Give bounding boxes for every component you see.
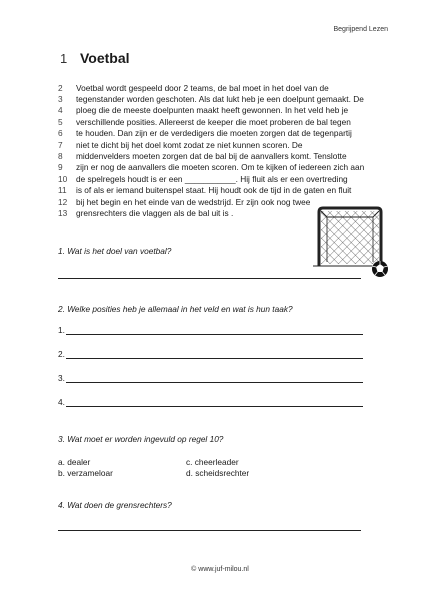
text-line [58,150,393,161]
line-number: 13 [58,207,68,218]
page-title: Voetbal [80,50,130,66]
line-number: 11 [58,185,67,196]
answer-line-q2-1[interactable] [58,325,363,335]
answer-line-q2-3[interactable] [58,373,363,383]
line-text: ploeg die de meeste doelpunten maakt heeft gewonnen. In het veld heb je [76,105,349,116]
text-line [58,116,393,127]
line-text: tegenstander worden geschoten. Als dat lukt heb je een doelpunt gemaakt. De [76,94,364,105]
page-footer: © www.juf-milou.nl [191,566,249,573]
text-line [58,139,393,150]
line-number: 6 [58,128,63,139]
line-text: niet te dicht bij het doel komt zodat ze niet kunnen scoren. De [76,139,303,150]
answer-line-q2-2[interactable] [58,349,363,359]
answer-number: 2. [58,349,65,359]
text-line [58,173,393,184]
text-line [58,128,393,139]
line-number: 4 [58,105,63,116]
option-b[interactable]: b. verzameloar [58,468,113,479]
text-line [58,82,393,93]
reading-text [58,82,393,219]
question-4: 4. Wat doen de grensrechters? [58,500,172,510]
title-line-number: 1 [60,51,68,66]
options-row [58,456,318,468]
line-number: 2 [58,82,63,93]
answer-options [58,456,318,479]
answer-line-q2-4[interactable] [58,397,363,407]
line-text: de spelregels houdt is er een ___________. Hij fluit als er een overtreding [76,173,348,184]
option-d[interactable]: d. scheidsrechter [186,468,250,479]
answer-line-q4[interactable] [58,530,361,531]
line-text: zijn er nog de aanvallers die moeten scoren. Om te kijken of iedereen zich aan [76,162,365,173]
line-text: verschillende posities. Allereerst de keeper die moet proberen de bal tegen [76,116,351,127]
line-text: is of als er iemand buitenspel staat. Hij houdt ook de tijd in de gaten en fluit [76,185,352,196]
line-text: Voetbal wordt gespeeld door 2 teams, de bal moet in het doel van de [76,82,329,93]
line-text: middenvelders moeten zorgen dat de bal bij de aanvallers komt. Tenslotte [76,151,347,162]
soccer-ball-icon [372,261,388,277]
option-a[interactable]: a. dealer [58,456,91,467]
line-text: grensrechters die vlaggen als de bal uit is . [76,207,234,218]
line-number: 10 [58,173,68,184]
question-3: 3. Wat moet er worden ingevuld op regel 10? [58,434,224,444]
text-line [58,105,393,116]
options-row [58,468,318,480]
answer-number: 3. [58,373,65,383]
line-number: 8 [58,151,63,162]
page-header: Begrijpend Lezen [333,26,388,33]
line-number: 7 [58,139,63,150]
title-row [60,50,130,66]
question-2: 2. Welke posities heb je allemaal in het veld en wat is hun taak? [58,304,293,314]
soccer-goal-with-ball-icon [313,204,393,282]
answer-line-q1[interactable] [58,278,361,279]
question-1: 1. Wat is het doel van voetbal? [58,246,172,256]
line-number: 12 [58,196,68,207]
option-c[interactable]: c. cheerleader [186,456,239,467]
text-line [58,185,393,196]
line-number: 3 [58,94,63,105]
text-line [58,162,393,173]
answer-number: 1. [58,325,65,335]
text-line [58,93,393,104]
answer-number: 4. [58,397,65,407]
line-number: 5 [58,116,63,127]
line-text: bij het begin en het einde van de wedstrijd. Er zijn ook nog twee [76,196,311,207]
line-number: 9 [58,162,63,173]
line-text: te houden. Dan zijn er de verdedigers die moeten zorgen dat de tegenpartij [76,128,352,139]
